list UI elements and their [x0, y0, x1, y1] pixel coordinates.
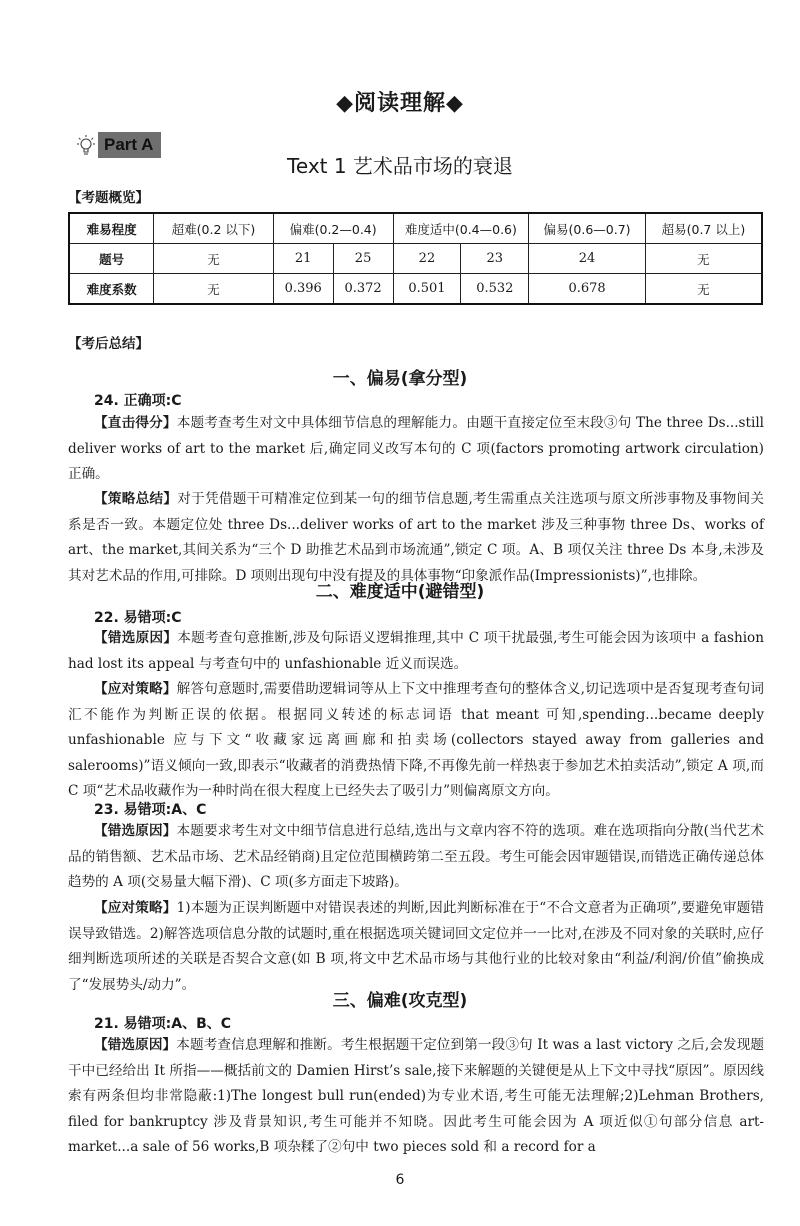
paragraph — [68, 896, 764, 998]
table-row — [69, 213, 762, 244]
section-title: ◆阅读理解◆ — [336, 91, 464, 116]
paragraph-text: 本题考查句意推断,涉及句际语义逻辑推理,其中 C 项干扰最强,考生可能会因为该项中 a fashion had lost its appeal 与考查句中的 unfashionable 近义而误选。 — [68, 630, 764, 672]
paragraph — [68, 487, 764, 589]
page-number: 6 — [395, 1172, 405, 1188]
paragraph-text: 本题考查考生对文中具体细节信息的理解能力。由题干直接定位至末段③句 The three Ds...still deliver works of art to the market 后,确定同义改写本句的 C 项(factors promoting artwork circulation)正确。 — [68, 415, 765, 482]
table-cell: 23 — [461, 244, 529, 274]
table-cell: 22 — [393, 244, 461, 274]
paragraph-text: 本题要求考生对文中细节信息进行总结,选出与文章内容不符的选项。难在选项指向分散(当代艺术品的销售额、艺术品市场、艺术品经销商)且定位范围横跨第二至五段。考生可能会因审题错误,而错选正确传递总体趋势的 A 项(交易量大幅下滑)、C 项(多方面走下坡路)。 — [68, 823, 765, 890]
section-heading: 二、难度适中(避错型) — [315, 582, 485, 602]
difficulty-table — [68, 212, 763, 305]
table-cell: 25 — [333, 244, 393, 274]
paragraph-tag: 【错选原因】 — [94, 823, 177, 839]
table-cell: 无 — [154, 274, 274, 305]
paragraph — [68, 1033, 764, 1161]
paragraph-text: 解答句意题时,需要借助逻辑词等从上下文中推理考查句的整体含义,切记选项中是否复现考查句词汇不能作为判断正误的依据。根据同义转述的标志词语 that meant 可知,spending...became deeply unfashionable 应与下文“收藏家远离画廊和拍卖场(collectors stayed away from galleries and salerooms)”语义倾向一致,即表示“收藏者的消费热情下降,不再像先前一样热衷于参加艺术拍卖活动”,锁定 A 项,而 C 项“艺术品收藏作为一种时尚在很大程度上已经失去了吸引力”则偏离原文方向。 — [68, 681, 765, 799]
paragraph-tag: 【错选原因】 — [94, 1037, 177, 1053]
table-cell: 偏易(0.6—0.7) — [529, 213, 646, 244]
paragraph-tag: 【应对策略】 — [94, 900, 177, 916]
paragraph — [68, 626, 764, 677]
paragraph — [68, 677, 764, 805]
question-heading: 21. 易错项:A、B、C — [94, 1016, 232, 1032]
text-title: Text 1 艺术品市场的衰退 — [287, 154, 513, 178]
table-cell: 超难(0.2 以下) — [154, 213, 274, 244]
table-cell: 0.396 — [273, 274, 333, 305]
part-label: Part A — [98, 132, 161, 158]
section-heading: 一、偏易(拿分型) — [332, 369, 468, 389]
section-heading: 三、偏难(攻克型) — [332, 991, 468, 1011]
table-cell: 0.372 — [333, 274, 393, 305]
paragraph-tag: 【错选原因】 — [94, 630, 178, 646]
table-cell: 0.501 — [393, 274, 461, 305]
table-cell: 超易(0.7 以上) — [645, 213, 762, 244]
table-cell: 偏难(0.2—0.4) — [273, 213, 393, 244]
table-cell: 题号 — [69, 244, 154, 274]
paragraph-tag: 【策略总结】 — [94, 491, 178, 507]
table-cell: 0.532 — [461, 274, 529, 305]
table-cell: 难易程度 — [69, 213, 154, 244]
table-cell: 难度适中(0.4—0.6) — [393, 213, 529, 244]
table-row — [69, 244, 762, 274]
paragraph-tag: 【应对策略】 — [94, 681, 177, 697]
summary-heading: 【考后总结】 — [68, 336, 149, 352]
paragraph — [68, 411, 764, 488]
table-cell: 难度系数 — [69, 274, 154, 305]
paragraph-text: 本题考查信息理解和推断。考生根据题干定位到第一段③句 It was a last victory 之后,会发现题干中已经给出 It 所指——概括前文的 Damien Hirst’s sale,接下来解题的关键便是从上下文中寻找“原因”。原因线索有两条但均非常隐蔽:1)The longest bull run(ended)为专业术语,考生可能无法理解;2)Lehman Brothers, filed for bankruptcy 涉及背景知识,考生可能并不知晓。因此考生可能会因为 A 项近似①句部分信息 art-market...a sale of 56 works,B 项杂糅了②句中 two pieces sold 和 a record for a — [68, 1037, 765, 1155]
table-cell: 21 — [273, 244, 333, 274]
overview-heading: 【考题概览】 — [68, 190, 149, 206]
question-heading: 23. 易错项:A、C — [94, 802, 207, 818]
table-row — [69, 274, 762, 305]
table-cell: 无 — [645, 244, 762, 274]
table-cell: 0.678 — [529, 274, 646, 305]
table-cell: 无 — [154, 244, 274, 274]
paragraph-text: 1)本题为正误判断题中对错误表述的判断,因此判断标准在于“不合文意者为正确项”,要避免审题错误导致错选。2)解答选项信息分散的试题时,重在根据选项关键词回文定位并一一比对,在涉及不同对象的关联时,应仔细判断选项所述的关联是否契合文意(如 B 项,将文中艺术品市场与其他行业的比较对象由“利益/利润/价值”偷换成了“发展势头/动力”。 — [68, 900, 765, 993]
paragraph-tag: 【直击得分】 — [94, 415, 177, 431]
paragraph — [68, 819, 764, 896]
paragraph-text: 对于凭借题干可精准定位到某一句的细节信息题,考生需重点关注选项与原文所涉事物及事物间关系是否一致。本题定位处 three Ds...deliver works of art to the market 涉及三种事物 three Ds、works of art、the market,其间关系为“三个 D 助推艺术品到市场流通”,锁定 C 项。A、B 项仅关注 three Ds 本身,未涉及其对艺术品的作用,可排除。D 项则出现句中没有提及的具体事物“印象派作品(Impressionists)”,也排除。 — [68, 491, 764, 584]
table-cell: 24 — [529, 244, 646, 274]
table-cell: 无 — [645, 274, 762, 305]
question-heading: 22. 易错项:C — [94, 610, 182, 626]
question-heading: 24. 正确项:C — [94, 393, 182, 409]
